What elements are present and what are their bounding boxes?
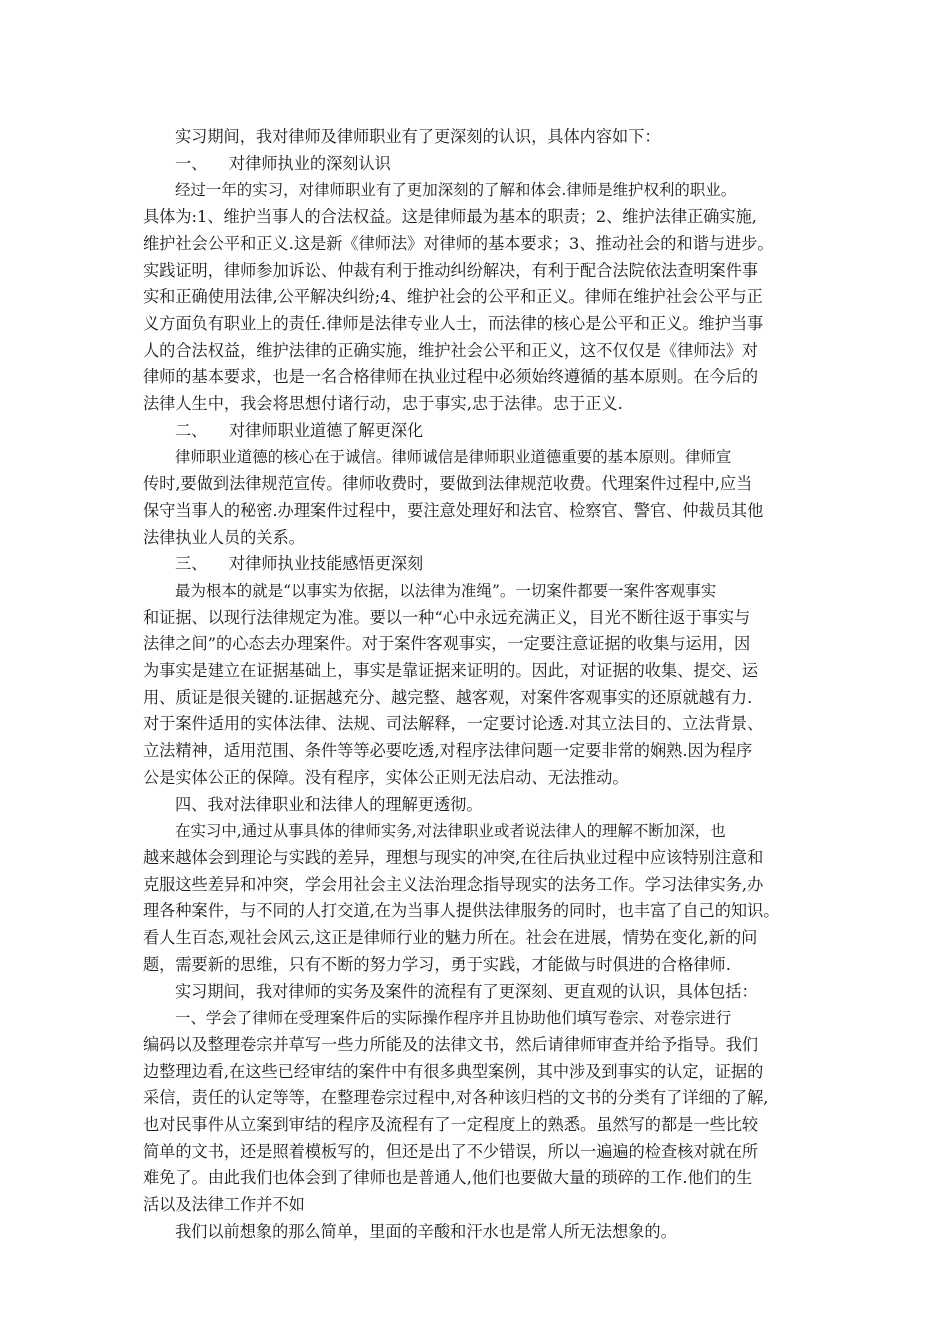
text-line: 最为根本的就是“以事实为依据，以法律为准绳”。一切案件都要一案件客观事实 <box>175 581 717 600</box>
text-line: 用、质证是很关键的.证据越充分、越完整、越客观，对案件客观事实的还原就越有力. <box>143 687 753 707</box>
text-line: 法律执业人员的关系。 <box>143 527 305 547</box>
section-4-paragraph <box>143 818 813 978</box>
closing-paragraph: 我们以前想象的那么简单，里面的辛酸和汗水也是常人所无法想象的。 <box>175 1221 677 1241</box>
text-line: 具体为:1、维护当事人的合法权益。这是律师最为基本的职责；2、维护法律正确实施, <box>143 207 757 227</box>
section-2-number: 二、 <box>175 420 208 440</box>
text-line: 越来越体会到理论与实践的差异，理想与现实的冲突,在往后执业过程中应该特别注意和 <box>143 847 764 867</box>
section-2-title: 对律师职业道德了解更深化 <box>229 420 424 440</box>
text-line: 传时,要做到法律规范宣传。律师收费时，要做到法律规范收费。代理案件过程中,应当 <box>143 474 753 494</box>
section-3-paragraph <box>143 578 813 792</box>
text-line: 题，需要新的思维，只有不断的努力学习，勇于实践，才能做与时俱进的合格律师. <box>143 954 731 974</box>
section-3-heading <box>143 551 813 578</box>
text-line: 编码以及整理卷宗并草写一些力所能及的法律文书，然后请律师审查并给予指导。我们 <box>143 1034 759 1054</box>
text-line: 法律人生中，我会将思想付诸行动，忠于事实,忠于法律。忠于正义. <box>143 394 623 414</box>
text-line: 对于案件适用的实体法律、法规、司法解释，一定要讨论透.对其立法目的、立法背景、 <box>143 714 764 734</box>
text-line: 采信，责任的认定等等，在整理卷宗过程中,对各种该归档的文书的分类有了详细的了解, <box>143 1088 769 1108</box>
text-line: 为事实是建立在证据基础上，事实是靠证据来证明的。因此，对证据的收集、提交、运 <box>143 661 759 681</box>
section-1-paragraph <box>143 177 813 417</box>
text-line: 律师的基本要求，也是一名合格律师在执业过程中必须始终遵循的基本原则。在今后的 <box>143 367 759 387</box>
text-line: 保守当事人的秘密.办理案件过程中，要注意处理好和法官、检察官、警官、仲裁员其他 <box>143 500 764 520</box>
text-line: 律师职业道德的核心在于诚信。律师诚信是律师职业道德重要的基本原则。律师宣 <box>175 448 732 467</box>
text-line: 经过一年的实习，对律师职业有了更加深刻的了解和体会.律师是维护权利的职业。 <box>175 181 737 200</box>
text-line: 公是实体公正的保障。没有程序，实体公正则无法启动、无法推动。 <box>143 767 629 787</box>
text-line: 法律之间”的心态去办理案件。对于案件客观事实，一定要注意证据的收集与运用，因 <box>143 634 751 654</box>
intro-paragraph: 实习期间，我对律师及律师职业有了更深刻的认识，具体内容如下： <box>175 127 661 146</box>
section-3-title: 对律师执业技能感悟更深刻 <box>229 554 424 574</box>
text-line: 理各种案件，与不同的人打交道,在为当事人提供法律服务的同时，也丰富了自己的知识。 <box>143 901 780 921</box>
text-line: 活以及法律工作并不如 <box>143 1195 305 1215</box>
text-line: 一、学会了律师在受理案件后的实际操作程序并且协助他们填写卷宗、对卷宗进行 <box>175 1009 732 1028</box>
text-line: 实践证明，律师参加诉讼、仲裁有利于推动纠纷解决，有利于配合法院依法查明案件事 <box>143 260 759 280</box>
document-body <box>143 124 813 1246</box>
text-line: 义方面负有职业上的责任.律师是法律专业人士，而法律的核心是公平和正义。维护当事 <box>143 313 764 333</box>
text-line: 难免了。由此我们也体会到了律师也是普通人,他们也要做大量的琐碎的工作.他们的生 <box>143 1168 753 1188</box>
text-line: 简单的文书，还是照着模板写的，但还是出了不少错误，所以一遍遍的检查核对就在所 <box>143 1141 759 1161</box>
section-1-heading <box>143 151 813 178</box>
text-line: 看人生百态,观社会风云,这正是律师行业的魅力所在。社会在进展，情势在变化,新的问 <box>143 928 758 948</box>
text-line: 和证据、以现行法律规定为准。要以一种“心中永远充满正义，目光不断往返于事实与 <box>143 607 751 627</box>
text-line: 立法精神，适用范围、条件等等必要吃透,对程序法律问题一定要非常的娴熟.因为程序 <box>143 741 753 761</box>
text-line: 在实习中,通过从事具体的律师实务,对法律职业或者说法律人的理解不断加深，也 <box>175 822 726 841</box>
text-line: 维护社会公平和正义.这是新《律师法》对律师的基本要求；3、推动社会的和谐与进步。 <box>143 233 774 253</box>
text-line: 实和正确使用法律,公平解决纠纷;4、维护社会的公平和正义。律师在维护社会公平与正 <box>143 287 763 307</box>
text-line: 人的合法权益，维护法律的正确实施，维护社会公平和正义，这不仅仅是《律师法》对 <box>143 340 759 360</box>
section-1-title: 对律师执业的深刻认识 <box>229 153 391 173</box>
item-1-paragraph <box>143 1005 813 1219</box>
section-1-number: 一、 <box>175 153 208 173</box>
text-line: 克服这些差异和冲突，学会用社会主义法治理念指导现实的法务工作。学习法律实务,办 <box>143 874 764 894</box>
text-line: 边整理边看,在这些已经审结的案件中有很多典型案例，其中涉及到事实的认定，证据的 <box>143 1061 764 1081</box>
text-line: 也对民事件从立案到审结的程序及流程有了一定程度上的熟悉。虽然写的都是一些比较 <box>143 1115 759 1135</box>
section-2-heading <box>143 418 813 445</box>
section-3-number: 三、 <box>175 554 208 574</box>
section-4-heading: 四、我对法律职业和法律人的理解更透彻。 <box>175 794 483 814</box>
section-2-paragraph <box>143 444 813 551</box>
intro-2-paragraph: 实习期间，我对律师的实务及案件的流程有了更深刻、更直观的认识，具体包括： <box>175 981 758 1001</box>
